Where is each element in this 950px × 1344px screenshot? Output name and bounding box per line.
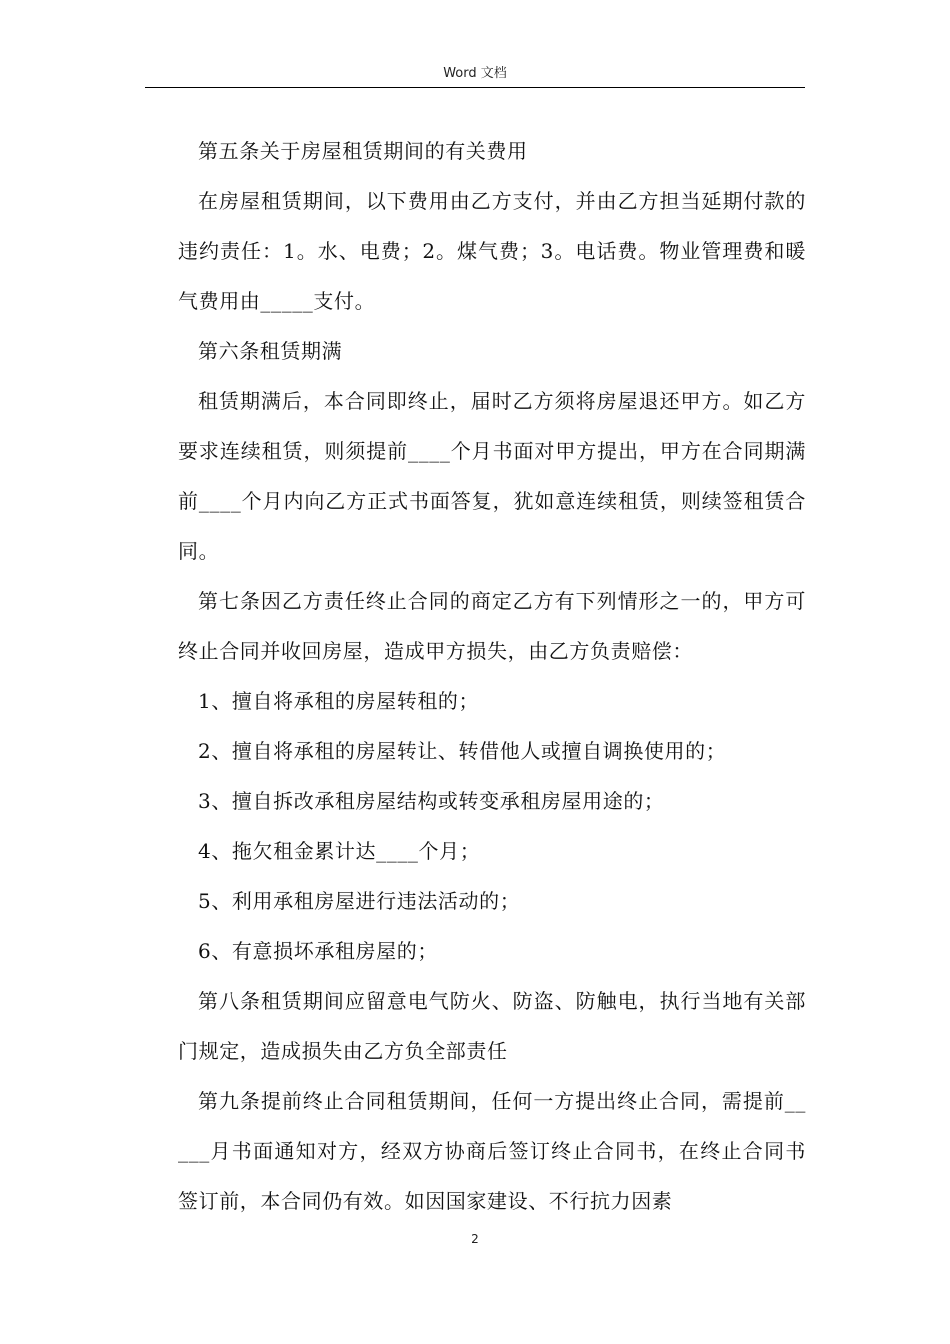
paragraph-article-6-content: 租赁期满后，本合同即终止，届时乙方须将房屋退还甲方。如乙方要求连续租赁，则须提前____个月书面对甲方提出，甲方在合同期满前____个月内向乙方正式书面答复，犹如意连续租赁，则续签租赁合同。 (178, 389, 806, 563)
header-divider (145, 87, 805, 88)
page-number: 2 (471, 1232, 479, 1246)
paragraph-article-8: 第八条租赁期间应留意电气防火、防盗、防触电，执行当地有关部门规定，造成损失由乙方负全部责任 (178, 989, 806, 1063)
list-item-1: 1、擅自将承租的房屋转租的； (198, 689, 480, 713)
paragraph-article-5-title: 第五条关于房屋租赁期间的有关费用 (198, 139, 528, 163)
list-item-2: 2、擅自将承租的房屋转让、转借他人或擅自调换使用的； (198, 739, 727, 763)
list-item-6: 6、有意损坏承租房屋的； (198, 939, 438, 963)
paragraph-article-5-content: 在房屋租赁期间，以下费用由乙方支付，并由乙方担当延期付款的违约责任：1。水、电费；2。煤气费；3。电话费。物业管理费和暖气费用由_____支付。 (178, 189, 806, 313)
paragraph-article-9: 第九条提前终止合同租赁期间，任何一方提出终止合同，需提前_____月书面通知对方，经双方协商后签订终止合同书，在终止合同书签订前，本合同仍有效。如因国家建设、不行抗力因素 (178, 1089, 806, 1213)
list-item-5: 5、利用承租房屋进行违法活动的； (198, 889, 521, 913)
paragraph-article-7: 第七条因乙方责任终止合同的商定乙方有下列情形之一的，甲方可终止合同并收回房屋，造成甲方损失，由乙方负责赔偿： (178, 589, 806, 663)
document-body (178, 126, 806, 1226)
list-item-4: 4、拖欠租金累计达____个月； (198, 839, 481, 863)
paragraph-article-6-title: 第六条租赁期满 (198, 339, 343, 363)
page-header: Word 文档 (443, 66, 507, 81)
list-item-3: 3、擅自拆改承租房屋结构或转变承租房屋用途的； (198, 789, 665, 813)
